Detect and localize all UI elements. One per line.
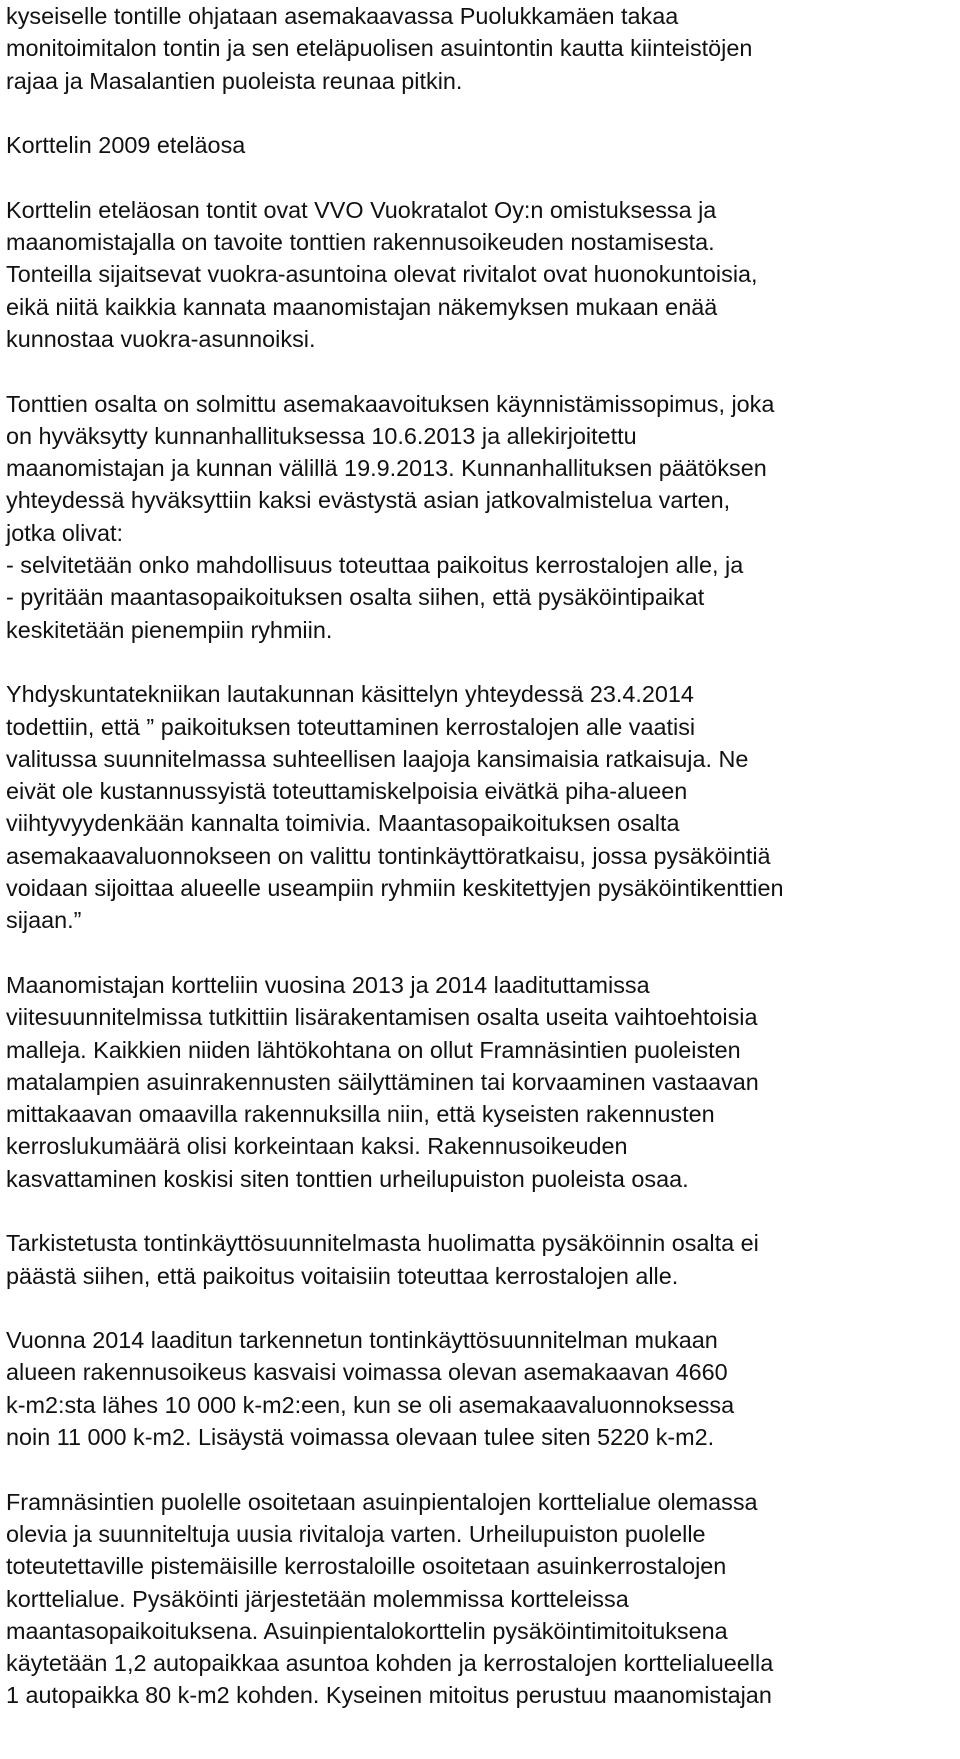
paragraph-gap <box>6 97 954 129</box>
text-line: Tarkistetusta tontinkäyttösuunnitelmasta huolimatta pysäköinnin osalta ei <box>6 1230 759 1257</box>
text-line: rajaa ja Masalantien puoleista reunaa pitkin. <box>6 67 463 94</box>
text-line: Framnäsintien puolelle osoitetaan asuinpientalojen korttelialue olemassa <box>6 1488 758 1515</box>
text-line: todettiin, että ” paikoituksen toteuttaminen kerrostalojen alle vaatisi <box>6 713 696 740</box>
text-line: - selvitetään onko mahdollisuus toteuttaa paikoitus kerrostalojen alle, ja <box>6 552 744 579</box>
paragraph <box>6 678 954 936</box>
text-line: - pyritään maantasopaikoituksen osalta siihen, että pysäköintipaikat <box>6 584 705 611</box>
paragraph <box>6 388 954 646</box>
paragraph <box>6 1324 954 1453</box>
text-line: voidaan sijoittaa alueelle useampiin ryhmiin keskitettyjen pysäköintikenttien <box>6 875 784 902</box>
text-line: Tonteilla sijaitsevat vuokra-asuntoina olevat rivitalot ovat huonokuntoisia, <box>6 261 758 288</box>
paragraph <box>6 0 954 97</box>
text-line: k-m2:sta lähes 10 000 k-m2:een, kun se oli asemakaavaluonnoksessa <box>6 1391 735 1418</box>
text-line: eivät ole kustannussyistä toteuttamiskelpoisia eivätkä piha-alueen <box>6 778 688 805</box>
text-line: on hyväksytty kunnanhallituksessa 10.6.2013 ja allekirjoitettu <box>6 422 637 449</box>
text-line: olevia ja suunniteltuja uusia rivitaloja varten. Urheilupuiston puolelle <box>6 1520 706 1547</box>
text-line: käytetään 1,2 autopaikkaa asuntoa kohden ja kerrostalojen korttelialueella <box>6 1650 774 1677</box>
text-line: malleja. Kaikkien niiden lähtökohtana on ollut Framnäsintien puoleisten <box>6 1036 741 1063</box>
text-line: mittakaavan omaavilla rakennuksilla niin, että kyseisten rakennusten <box>6 1101 715 1128</box>
paragraph <box>6 1227 954 1292</box>
text-line: kerroslukumäärä olisi korkeintaan kaksi. Rakennusoikeuden <box>6 1133 628 1160</box>
text-line: Maanomistajan kortteliin vuosina 2013 ja 2014 laadituttamissa <box>6 971 650 998</box>
paragraph <box>6 194 954 355</box>
text-line: alueen rakennusoikeus kasvaisi voimassa olevan asemakaavan 4660 <box>6 1359 728 1386</box>
text-line: maanomistajalla on tavoite tonttien rakennusoikeuden nostamisesta. <box>6 229 715 256</box>
text-line: Vuonna 2014 laaditun tarkennetun tontinkäyttösuunnitelman mukaan <box>6 1327 718 1354</box>
paragraph <box>6 1486 954 1712</box>
text-line: asemakaavaluonnokseen on valittu tontinkäyttöratkaisu, jossa pysäköintiä <box>6 842 771 869</box>
text-line: Tonttien osalta on solmittu asemakaavoituksen käynnistämissopimus, joka <box>6 390 775 417</box>
text-line: Korttelin 2009 eteläosa <box>6 132 246 159</box>
paragraph-gap <box>6 1292 954 1324</box>
text-line: jotka olivat: <box>6 519 124 546</box>
document-page <box>6 0 954 1712</box>
text-line: noin 11 000 k-m2. Lisäystä voimassa olevaan tulee siten 5220 k-m2. <box>6 1424 715 1451</box>
text-line: maanomistajan ja kunnan välillä 19.9.2013. Kunnanhallituksen päätöksen <box>6 455 767 482</box>
paragraph-gap <box>6 937 954 969</box>
text-line: päästä siihen, että paikoitus voitaisiin toteuttaa kerrostalojen alle. <box>6 1262 679 1289</box>
paragraph-gap <box>6 355 954 387</box>
paragraph-gap <box>6 1453 954 1485</box>
text-line: sijaan.” <box>6 907 82 934</box>
text-line: Yhdyskuntatekniikan lautakunnan käsittelyn yhteydessä 23.4.2014 <box>6 681 694 708</box>
paragraph <box>6 969 954 1195</box>
text-line: eikä niitä kaikkia kannata maanomistajan näkemyksen mukaan enää <box>6 293 718 320</box>
paragraph-gap <box>6 161 954 193</box>
text-line: viitesuunnitelmissa tutkittiin lisärakentamisen osalta useita vaihtoehtoisia <box>6 1004 758 1031</box>
text-line: Korttelin eteläosan tontit ovat VVO Vuokratalot Oy:n omistuksessa ja <box>6 196 717 223</box>
text-line: kyseiselle tontille ohjataan asemakaavassa Puolukkamäen takaa <box>6 3 679 29</box>
text-line: kunnostaa vuokra-asunnoiksi. <box>6 325 316 352</box>
section-heading <box>6 129 954 161</box>
text-line: keskitetään pienempiin ryhmiin. <box>6 616 333 643</box>
text-line: viihtyvyydenkään kannalta toimivia. Maantasopaikoituksen osalta <box>6 810 680 837</box>
text-line: monitoimitalon tontin ja sen eteläpuolisen asuintontin kautta kiinteistöjen <box>6 35 753 62</box>
paragraph-gap <box>6 1195 954 1227</box>
text-line: korttelialue. Pysäköinti järjestetään molemmissa kortteleissa <box>6 1585 629 1612</box>
text-line: maantasopaikoituksena. Asuinpientalokorttelin pysäköintimitoituksena <box>6 1617 728 1644</box>
text-line: yhteydessä hyväksyttiin kaksi evästystä asian jatkovalmistelua varten, <box>6 487 731 514</box>
text-line: kasvattaminen koskisi siten tonttien urheilupuiston puoleista osaa. <box>6 1165 689 1192</box>
paragraph-gap <box>6 646 954 678</box>
text-line: 1 autopaikka 80 k-m2 kohden. Kyseinen mitoitus perustuu maanomistajan <box>6 1682 772 1709</box>
text-line: matalampien asuinrakennusten säilyttäminen tai korvaaminen vastaavan <box>6 1068 759 1095</box>
text-line: valitussa suunnitelmassa suhteellisen laajoja kansimaisia ratkaisuja. Ne <box>6 745 749 772</box>
text-line: toteutettaville pistemäisille kerrostaloille osoitetaan asuinkerrostalojen <box>6 1553 727 1580</box>
